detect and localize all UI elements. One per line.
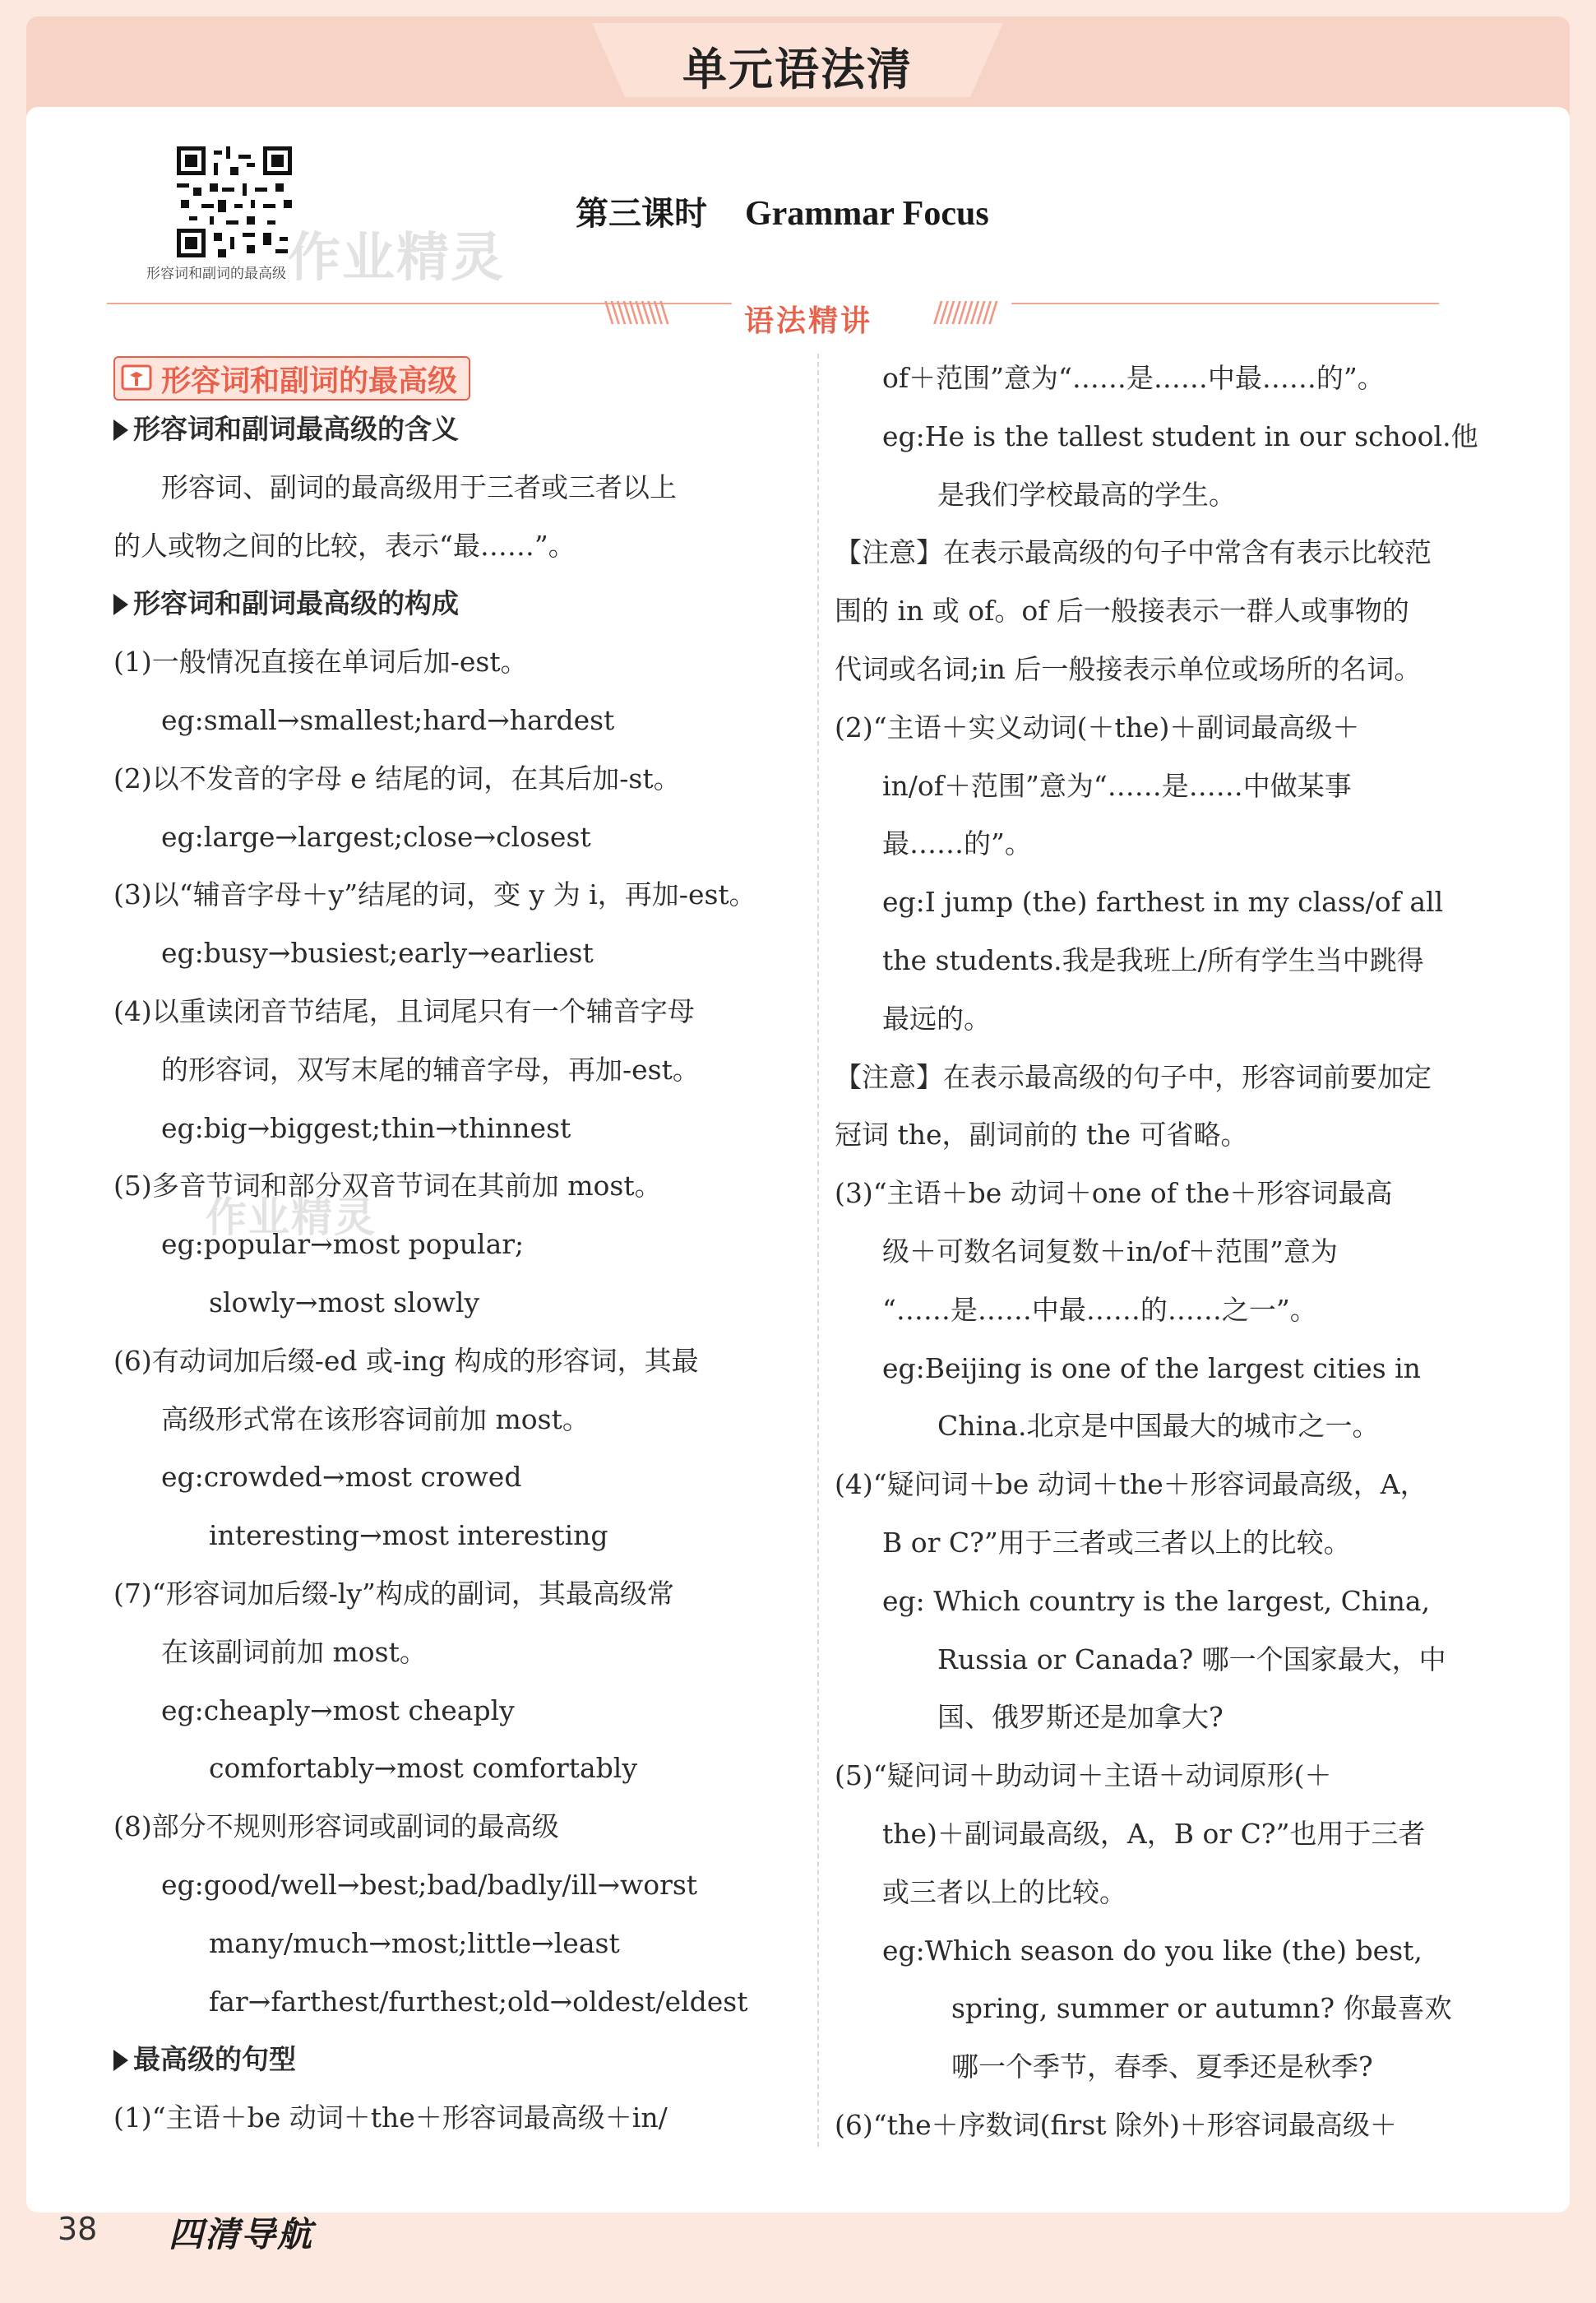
text-line: 级＋可数名词复数＋in/of＋范围”意为 <box>882 1235 1338 1267</box>
left-column <box>113 350 796 2148</box>
example-line: 是我们学校最高的学生。 <box>937 478 1236 511</box>
example-line: far→farthest/furthest;old→oldest/eldest <box>209 1985 748 2018</box>
section-banner: 语法精讲 <box>744 304 873 338</box>
text-line: in/of＋范围”意为“……是……中做某事 <box>882 769 1352 802</box>
brand-logo: 四清导航 <box>169 2214 314 2254</box>
note-line: 冠词 the，副词前的 the 可省略。 <box>835 1119 1248 1152</box>
section-heading: 形容词和副词最高级的构成 <box>113 575 796 633</box>
example-line: eg:Which season do you like (the) best, <box>882 1934 1423 1967</box>
right-column <box>835 350 1509 2155</box>
example-line: interesting→most interesting <box>209 1519 608 1552</box>
rule-item: (5)“疑问词＋助动词＋主语＋动词原形(＋ <box>835 1759 1332 1792</box>
note-line: 代词或名词;in 后一般接表示单位或场所的名词。 <box>835 652 1422 685</box>
rule-item: (7)“形容词加后缀-ly”构成的副词，其最高级常 <box>113 1577 674 1610</box>
example-line: eg:Beijing is one of the largest cities in <box>882 1351 1421 1384</box>
slash-decoration-icon: ////////// <box>933 296 995 329</box>
rule-item: (3)以“辅音字母＋y”结尾的词，变 y 为 i，再加-est。 <box>113 878 756 911</box>
example-line: eg:big→biggest;thin→thinnest <box>161 1111 571 1144</box>
rule-item: (4)以重读闭音节结尾，且词尾只有一个辅音字母 <box>113 994 695 1027</box>
lesson-title-cn: 第三课时 <box>576 194 707 233</box>
unit-title: 单元语法清 <box>682 44 913 95</box>
example-line: comfortably→most comfortably <box>209 1752 638 1785</box>
example-line: eg:crowded→most crowed <box>161 1461 522 1494</box>
rule-item: (8)部分不规则形容词或副词的最高级 <box>113 1810 559 1843</box>
qr-code-icon[interactable] <box>177 146 292 257</box>
text-line: 高级形式常在该形容词前加 most。 <box>161 1402 590 1435</box>
example-line: 国、俄罗斯还是加拿大? <box>937 1701 1224 1734</box>
topic-badge <box>113 356 470 401</box>
rule-item: (2)以不发音的字母 e 结尾的词，在其后加-st。 <box>113 762 681 795</box>
example-line: spring, summer or autumn? 你最喜欢 <box>951 1992 1452 2025</box>
section-heading: 最高级的句型 <box>113 2031 796 2089</box>
text-line: 的形容词，双写末尾的辅音字母，再加-est。 <box>161 1053 700 1086</box>
text-line: of＋范围”意为“……是……中最……的”。 <box>882 362 1385 394</box>
example-line: eg:popular→most popular; <box>161 1228 525 1261</box>
example-line: eg:busy→busiest;early→earliest <box>161 937 594 970</box>
lesson-title-en: Grammar Focus <box>745 195 989 233</box>
notebook-icon <box>120 364 153 393</box>
text-line: “……是……中最……的……之一”。 <box>882 1293 1317 1326</box>
rule-item: (2)“主语＋实义动词(＋the)＋副词最高级＋ <box>835 711 1360 744</box>
rule-item: (3)“主语＋be 动词＋one of the＋形容词最高 <box>835 1177 1393 1210</box>
example-line: eg:He is the tallest student in our school.他 <box>882 419 1478 452</box>
example-line: many/much→most;little→least <box>209 1926 620 1959</box>
example-line: eg:I jump (the) farthest in my class/of all <box>882 886 1444 919</box>
column-divider <box>817 354 819 2147</box>
rule-item: (4)“疑问词＋be 动词＋the＋形容词最高级，A， <box>835 1468 1427 1501</box>
note-line: 【注意】在表示最高级的句子中，形容词前要加定 <box>835 1060 1432 1093</box>
example-line: slowly→most slowly <box>209 1286 480 1318</box>
example-line: eg:cheaply→most cheaply <box>161 1694 515 1726</box>
text-line: 或三者以上的比较。 <box>882 1875 1126 1908</box>
qr-caption: 形容词和副词的最高级 <box>146 266 286 282</box>
example-line: eg: Which country is the largest, China, <box>882 1584 1431 1617</box>
text-line: 形容词、副词的最高级用于三者或三者以上 <box>161 470 677 503</box>
rule-item: (1)一般情况直接在单词后加-est。 <box>113 646 528 679</box>
rule-item: (6)有动词加后缀-ed 或-ing 构成的形容词，其最 <box>113 1344 699 1377</box>
note-line: 围的 in 或 of。of 后一般接表示一群人或事物的 <box>835 595 1409 628</box>
example-line: eg:small→smallest;hard→hardest <box>161 703 615 736</box>
rule-item: (5)多音节词和部分双音节词在其前加 most。 <box>113 1170 662 1202</box>
text-line: 的人或物之间的比较，表示“最……”。 <box>113 529 576 562</box>
page-number: 38 <box>58 2211 98 2247</box>
topic-label: 形容词和副词的最高级 <box>161 364 458 398</box>
watermark: 作业精灵 <box>288 228 505 289</box>
lesson-title <box>576 188 989 234</box>
example-line: eg:large→largest;close→closest <box>161 820 591 853</box>
example-line: the students.我是我班上/所有学生当中跳得 <box>882 943 1424 976</box>
example-line: China.北京是中国最大的城市之一。 <box>937 1410 1380 1443</box>
example-line: 哪一个季节，春季、夏季还是秋季? <box>951 2050 1373 2083</box>
text-line: the)＋副词最高级，A，B or C?”也用于三者 <box>882 1817 1426 1850</box>
example-line: 最远的。 <box>882 1002 991 1035</box>
banner-rule-right <box>1011 303 1439 304</box>
slash-decoration-icon: \\\\\\\\\\ <box>604 296 666 329</box>
triangle-bullet-icon <box>113 419 128 441</box>
triangle-bullet-icon <box>113 2050 128 2071</box>
rule-item: (6)“the＋序数词(first 除外)＋形容词最高级＋ <box>835 2108 1397 2141</box>
section-heading: 形容词和副词最高级的含义 <box>113 401 796 459</box>
watermark: 作业精灵 <box>206 1193 377 1241</box>
text-line: B or C?”用于三者或三者以上的比较。 <box>882 1526 1351 1559</box>
text-line: 最……的”。 <box>882 827 1032 860</box>
triangle-bullet-icon <box>113 594 128 615</box>
example-line: eg:good/well→best;bad/badly/ill→worst <box>161 1868 698 1901</box>
example-line: Russia or Canada? 哪一个国家最大，中 <box>937 1643 1446 1675</box>
rule-item: (1)“主语＋be 动词＋the＋形容词最高级＋in/ <box>113 2101 668 2134</box>
text-line: 在该副词前加 most。 <box>161 1635 427 1668</box>
note-line: 【注意】在表示最高级的句子中常含有表示比较范 <box>835 536 1432 569</box>
